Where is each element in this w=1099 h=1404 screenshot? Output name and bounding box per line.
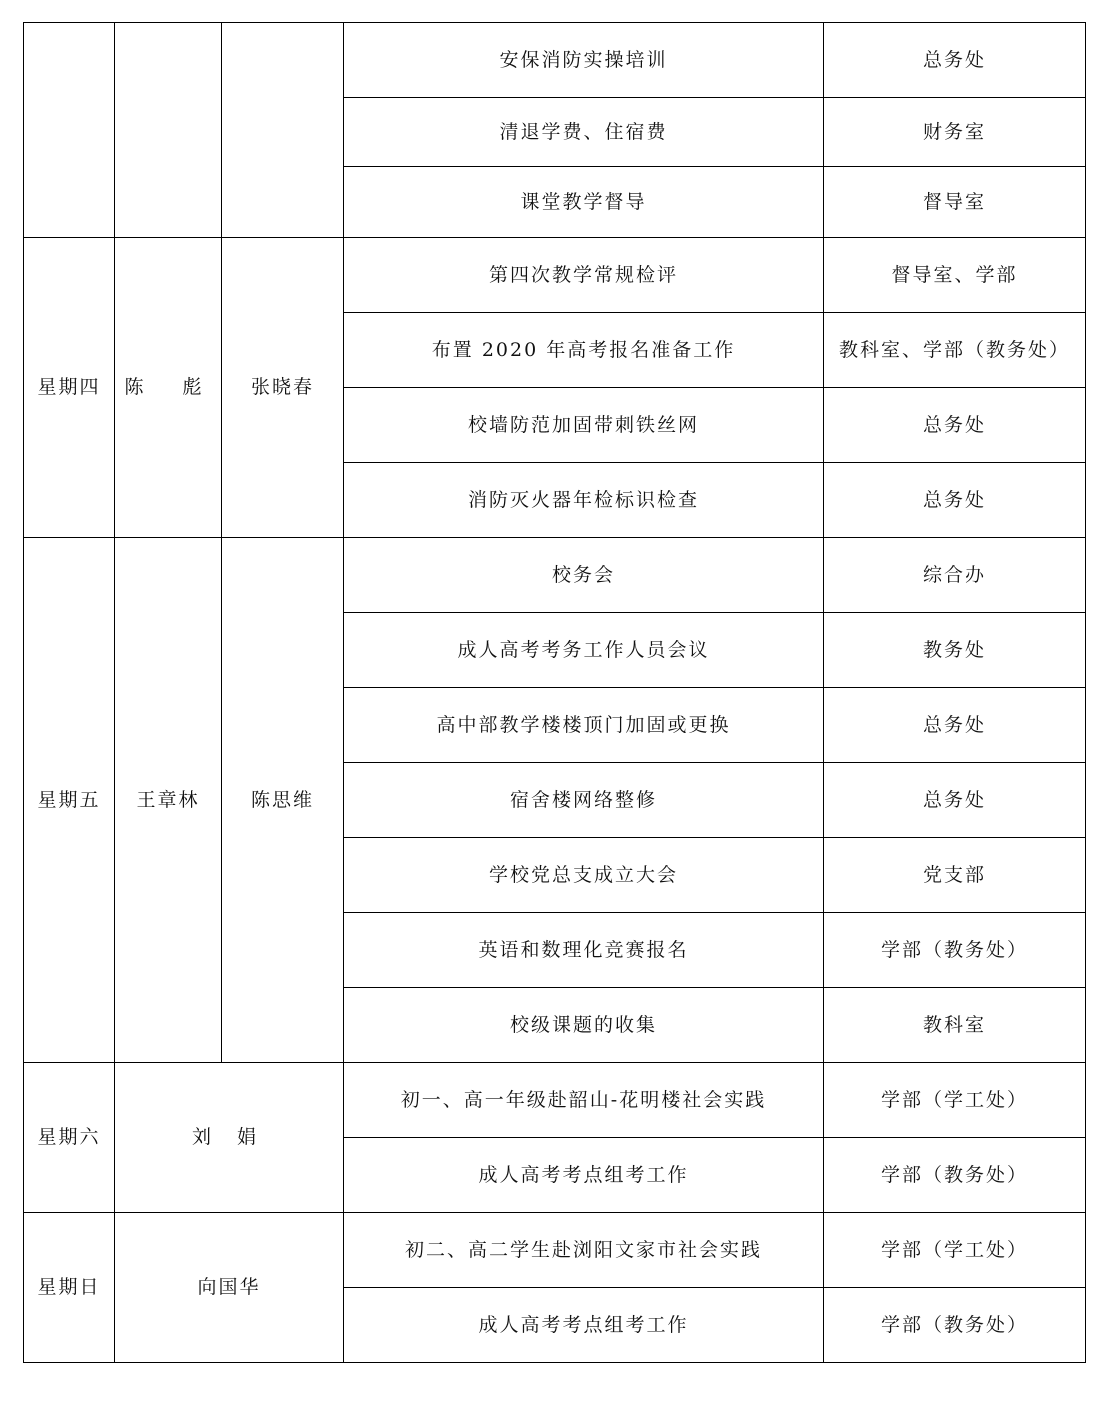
table-row: [24, 538, 1086, 613]
task-cell: 高中部教学楼楼顶门加固或更换: [344, 688, 824, 763]
dept-cell: 综合办: [824, 538, 1086, 613]
task-cell: 成人高考考务工作人员会议: [344, 613, 824, 688]
day-label-saturday: 星期六: [24, 1063, 115, 1213]
task-cell: 英语和数理化竞赛报名: [344, 913, 824, 988]
task-cell: 布置 2020 年高考报名准备工作: [344, 313, 824, 388]
dept-cell: 财务室: [824, 98, 1086, 167]
task-cell: 校级课题的收集: [344, 988, 824, 1063]
duty-name-friday: 陈思维: [222, 538, 344, 1063]
weekly-schedule-table: [23, 22, 1086, 1363]
dept-cell: 党支部: [824, 838, 1086, 913]
leader-cell-empty: [115, 23, 222, 238]
task-cell: 清退学费、住宿费: [344, 98, 824, 167]
task-cell: 消防灭火器年检标识检查: [344, 463, 824, 538]
person-name-sunday: 向国华: [115, 1213, 344, 1363]
task-cell: 课堂教学督导: [344, 167, 824, 238]
dept-cell: 教科室、学部（教务处）: [824, 313, 1086, 388]
task-cell: 成人高考考点组考工作: [344, 1138, 824, 1213]
table-row: [24, 1063, 1086, 1138]
table-row: [24, 1213, 1086, 1288]
dept-cell: 总务处: [824, 763, 1086, 838]
day-cell-empty: [24, 23, 115, 238]
person-name-saturday: 刘 娟: [115, 1063, 344, 1213]
dept-cell: 督导室、学部: [824, 238, 1086, 313]
task-cell: 宿舍楼网络整修: [344, 763, 824, 838]
dept-cell: 督导室: [824, 167, 1086, 238]
task-cell: 校务会: [344, 538, 824, 613]
task-cell: 初一、高一年级赴韶山-花明楼社会实践: [344, 1063, 824, 1138]
dept-cell: 学部（教务处）: [824, 1288, 1086, 1363]
dept-cell: 总务处: [824, 388, 1086, 463]
dept-cell: 总务处: [824, 463, 1086, 538]
leader-name-thursday: 陈 彪: [115, 238, 222, 538]
dept-cell: 学部（教务处）: [824, 913, 1086, 988]
day-label-friday: 星期五: [24, 538, 115, 1063]
task-cell: 初二、高二学生赴浏阳文家市社会实践: [344, 1213, 824, 1288]
table-row: [24, 23, 1086, 98]
dept-cell: 教科室: [824, 988, 1086, 1063]
table-row: [24, 238, 1086, 313]
task-cell: 成人高考考点组考工作: [344, 1288, 824, 1363]
duty-name-thursday: 张晓春: [222, 238, 344, 538]
leader-name-friday: 王章林: [115, 538, 222, 1063]
day-label-thursday: 星期四: [24, 238, 115, 538]
dept-cell: 教务处: [824, 613, 1086, 688]
dept-cell: 学部（学工处）: [824, 1213, 1086, 1288]
task-cell: 安保消防实操培训: [344, 23, 824, 98]
dept-cell: 总务处: [824, 23, 1086, 98]
dept-cell: 学部（教务处）: [824, 1138, 1086, 1213]
task-cell: 学校党总支成立大会: [344, 838, 824, 913]
dept-cell: 总务处: [824, 688, 1086, 763]
task-cell: 校墙防范加固带刺铁丝网: [344, 388, 824, 463]
dept-cell: 学部（学工处）: [824, 1063, 1086, 1138]
day-label-sunday: 星期日: [24, 1213, 115, 1363]
task-cell: 第四次教学常规检评: [344, 238, 824, 313]
duty-cell-empty: [222, 23, 344, 238]
